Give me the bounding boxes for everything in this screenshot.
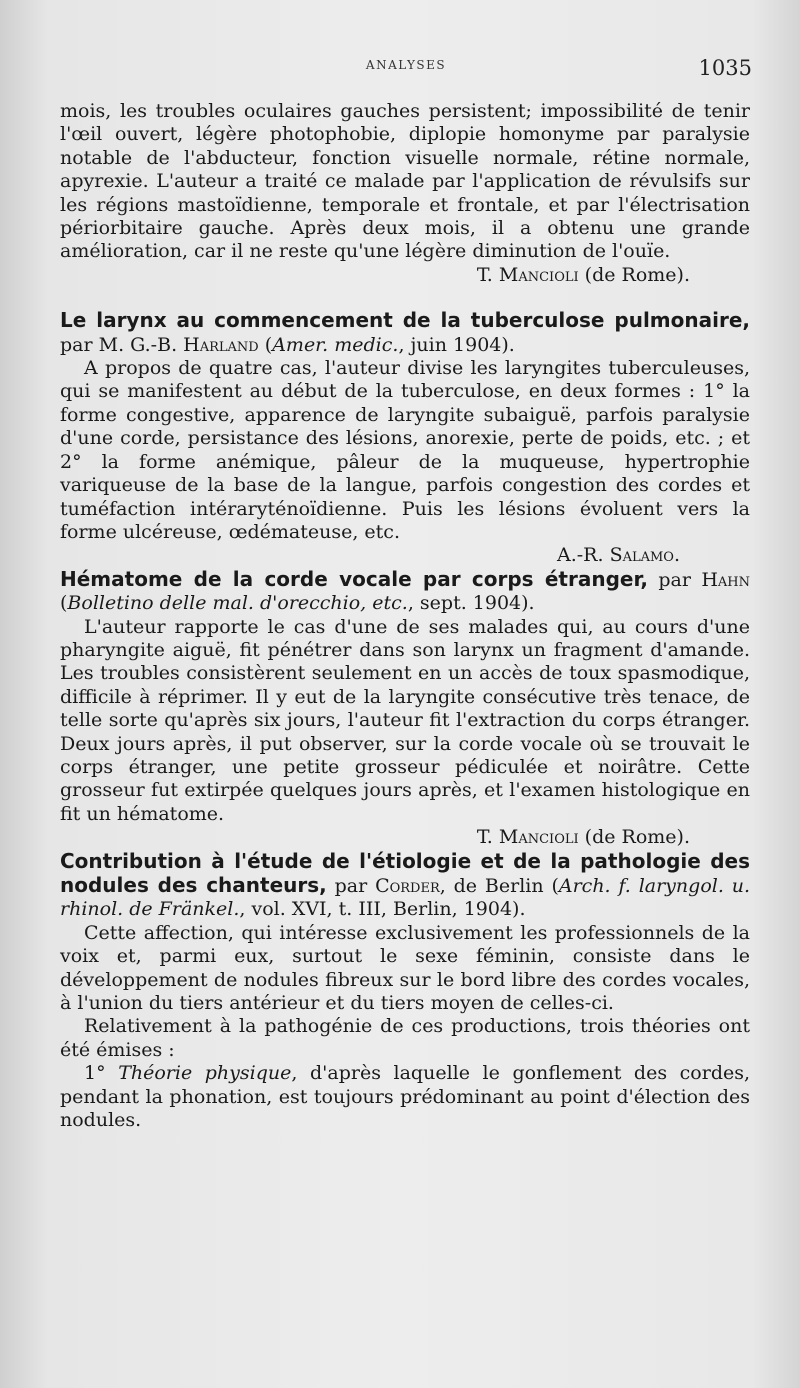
body-text bbox=[60, 100, 750, 1132]
article-heading: Contribution à l'étude de l'étiologie et de la pathologie des nodules des chanteurs, par Corder, de Berlin (Arch. f. laryngol. u. rhinol. de Fränkel., vol. XVI, t. III, Berlin, 1904). bbox=[60, 848, 751, 921]
article-source: Arch. f. laryngol. u. rhinol. de Fränkel. bbox=[60, 875, 751, 921]
list-item: 1° Théorie physique, d'après laquelle le gonflement des cordes, pendant la phonation, est toujours prédominant au point d'élection des nodules. bbox=[60, 1062, 751, 1132]
article-title: Contribution à l'étude de l'étiologie et de la pathologie des nodules des chanteurs, bbox=[60, 848, 750, 897]
page-header bbox=[60, 56, 752, 86]
article-paragraph: Relativement à la pathogénie de ces productions, trois théories ont été émises : bbox=[60, 1015, 750, 1061]
article-source: Amer. medic. bbox=[272, 333, 399, 356]
article-author: Hahn bbox=[701, 568, 750, 591]
list-term: Théorie physique bbox=[118, 1062, 292, 1085]
article-author: Corder bbox=[375, 875, 440, 897]
signature: T. Mancioli (de Rome). bbox=[476, 263, 690, 286]
article-paragraph: L'auteur rapporte le cas d'une de ses malades qui, au cours d'une pharyngite aiguë, fit pénétrer dans son larynx un fragment d'amande. Les troubles consistèrent seulement en un accès de toux spasmodique, difficile à réprimer. Il y eut de la laryngite consécutive très tenace, de telle sorte qu'après six jours, l'auteur fit l'extraction du corps étranger. Deux jours après, il put observer, sur la corde vocale où se trouvait le corps étranger, une petite grosseur pédiculée et noirâtre. Cette grosseur fut extirpée quelques jours après, et l'examen histologique en fit un hématome. bbox=[60, 615, 750, 825]
article-source: Bolletino delle mal. d'orecchio, etc. bbox=[67, 592, 408, 615]
article-paragraph: Cette affection, qui intéresse exclusivement les professionnels de la voix et, parmi eux, surtout le sexe féminin, consiste dans le développement de nodules fibreux sur le bord libre des cordes vocales, à l'union du tiers antérieur et du tiers moyen de celles-ci. bbox=[60, 921, 750, 1015]
signature-name: Mancioli bbox=[498, 263, 579, 286]
running-title: ANALYSES bbox=[365, 58, 447, 72]
article-title: Le larynx au commencement de la tuberculose pulmonaire, bbox=[60, 308, 750, 333]
signature: T. Mancioli (de Rome). bbox=[476, 826, 690, 849]
signature: A.-R. Salamo. bbox=[556, 544, 680, 567]
article-author: Harland bbox=[183, 333, 259, 356]
article-paragraph: A propos de quatre cas, l'auteur divise les laryngites tuberculeuses, qui se manifestent au début de la tuberculose, en deux formes : 1° la forme congestive, apparence de laryngite subaiguë, parfois paralysie d'une corde, persistance des lésions, anorexie, perte de poids, etc. ; et 2° la forme anémique, pâleur de la muqueuse, hypertrophie variqueuse de la base de la langue, parfois congestion des cordes et tuméfaction intéraryténoïdienne. Puis les lésions évoluent vers la forme ulcéreuse, œdémateuse, etc. bbox=[60, 357, 750, 543]
page-number: 1035 bbox=[698, 56, 752, 80]
article-title: Hématome de la corde vocale par corps étranger, bbox=[60, 566, 648, 591]
signature-name: Mancioli bbox=[498, 826, 579, 849]
article-heading: Le larynx au commencement de la tuberculose pulmonaire, par M. G.-B. Harland (Amer. medic., juin 1904). bbox=[60, 308, 750, 356]
article-heading: Hématome de la corde vocale par corps étranger, par Hahn (Bolletino delle mal. d'orecchio, etc., sept. 1904). bbox=[60, 566, 750, 615]
continuation-paragraph: mois, les troubles oculaires gauches persistent; impossibilité de tenir l'œil ouvert, légère photophobie, diplopie homonyme par paralysie notable de l'abducteur, fonction visuelle normale, rétine normale, apyrexie. L'auteur a traité ce malade par l'application de révulsifs sur les régions mastoïdienne, temporale et frontale, et par l'électrisation périorbitaire gauche. Après deux mois, il a obtenu une grande amélioration, car il ne reste qu'une légère diminution de l'ouïe. bbox=[60, 100, 750, 263]
signature-name: Salamo. bbox=[609, 544, 680, 567]
